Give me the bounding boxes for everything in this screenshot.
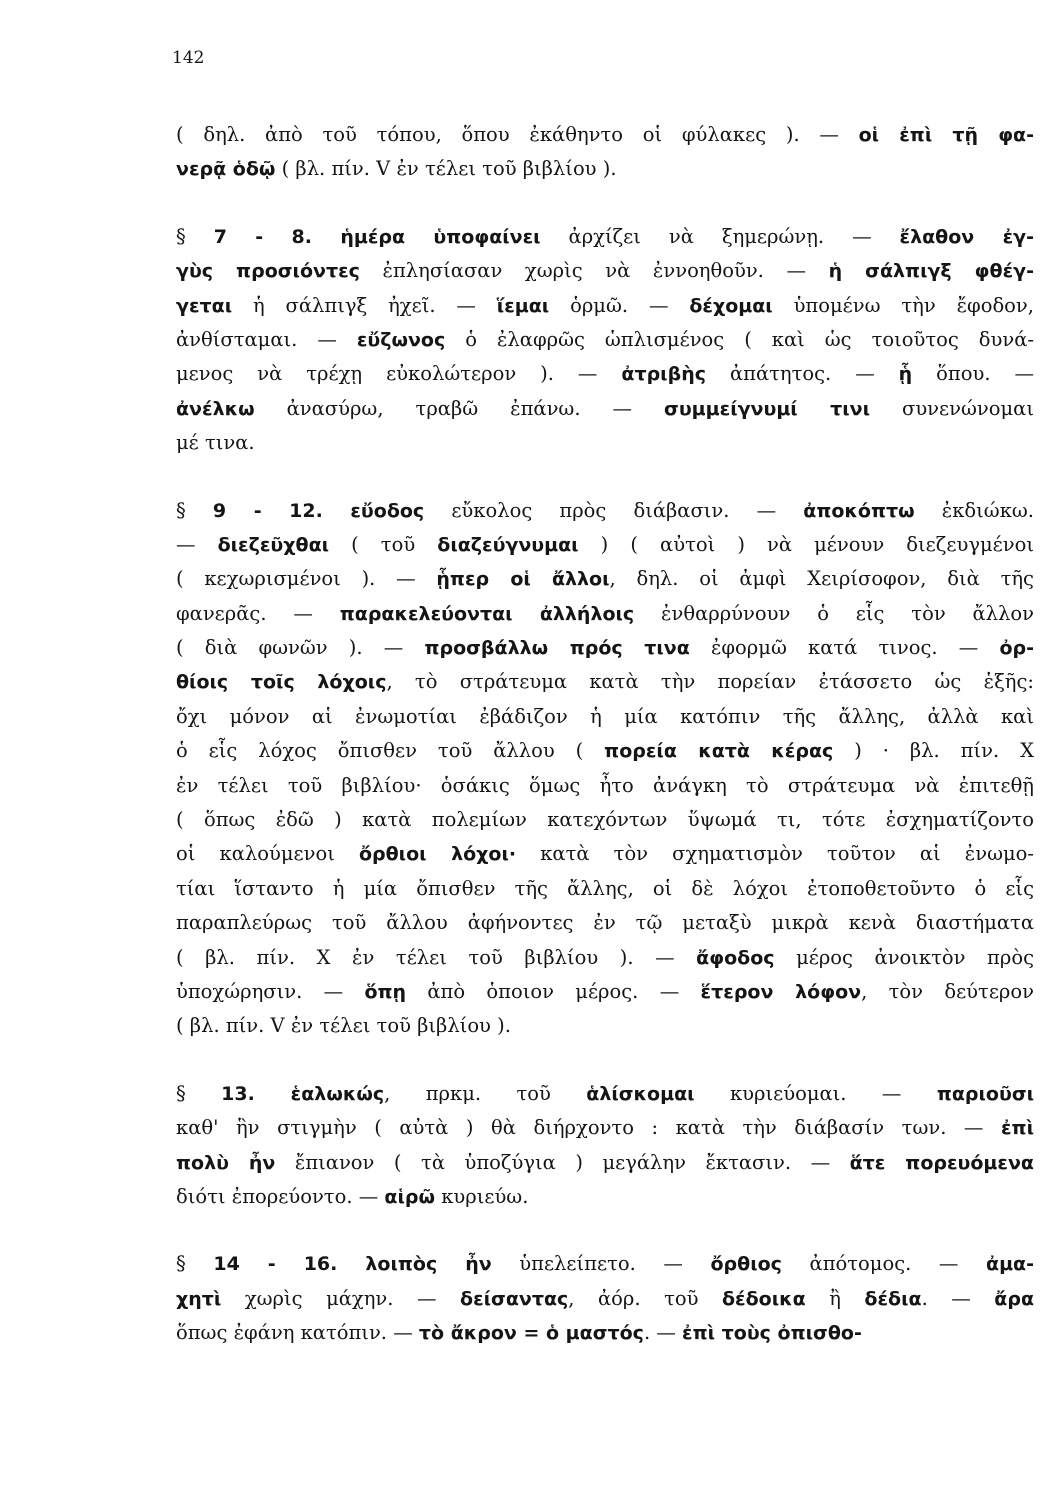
gloss-text: ἢ [805,1286,865,1310]
gloss-text: — [176,532,218,556]
gloss-text: ἐνθαρρύνουν ὁ εἷς τὸν ἄλλον [634,601,1034,625]
lemma-term: νερᾷ ὁδῷ [176,158,276,181]
lemma-term: θίοις τοῖς λόχοις [176,671,387,694]
text-line [176,665,1034,699]
gloss-text: ἐφορμῶ κατά τινος. — [689,636,1000,660]
lemma-term: πορεία κατὰ κέρας [604,740,834,763]
paragraph [176,494,1034,1044]
gloss-text: , τὸν δεύτερον [861,979,1034,1003]
gloss-text: ( τοῦ [329,532,438,556]
gloss-text: φανερᾶς. — [176,601,340,625]
text-line [176,1077,1034,1111]
text-line [176,426,1034,460]
text-line [176,906,1034,940]
gloss-text: ὄχι μόνον αἱ ἐνωμοτίαι ἐβάδιζον ἡ μία κατόπιν τῆς ἄλλης, ἀλλὰ καὶ [176,704,1034,728]
gloss-text: μέρος ἀνοικτὸν πρὸς [774,945,1034,969]
text-line [176,837,1034,871]
gloss-text: ἀπότομος. — [781,1252,987,1276]
lemma-term: 9 - 12. εὔοδος [212,499,425,522]
text-line [176,803,1034,837]
gloss-text: τίαι ἵσταντο ἡ μία ὄπισθεν τῆς ἄλλης, οἱ δὲ λόχοι ἐτοποθετοῦντο ὁ εἷς [176,876,1034,900]
text-line [176,1247,1034,1281]
gloss-text: ) ( αὐτοὶ ) νὰ μένουν διεζευγμένοι [578,532,1034,556]
gloss-text: ὅπως ἐφάνη κατόπιν. — [176,1321,419,1345]
lemma-term: διεζεῦχθαι [217,533,330,556]
paragraph [176,118,1034,187]
gloss-text: καθ' ἣν στιγμὴν ( αὐτὰ ) θὰ διήρχοντο : κατὰ τὴν διάβασίν των. — [176,1116,1001,1140]
text-line [176,872,1034,906]
text-line [176,1009,1034,1043]
lemma-term: τὸ ἄκρον = ὁ μαστός [418,1322,644,1345]
gloss-text: § [176,1081,222,1105]
text-line [176,1180,1034,1214]
gloss-text: παραπλεύρως τοῦ ἄλλου ἀφήνοντες ἐν τῷ μεταξὺ μικρὰ κενὰ διαστήματα [176,911,1034,935]
lemma-term: εὔζωνος [356,328,446,351]
text-line [176,220,1034,254]
gloss-text: , πρκμ. τοῦ [384,1081,587,1105]
text-line [176,323,1034,357]
lemma-term: ὄρθιοι λόχοι· [358,843,517,866]
lemma-term: ἔλαθον ἐγ- [899,225,1034,248]
lemma-term: διαζεύγνυμαι [437,533,579,556]
lemma-term: δείσαντας [460,1287,569,1310]
gloss-text: ( κεχωρισμένοι ). — [176,567,437,591]
lemma-term: δέδοικα [722,1287,806,1310]
gloss-text: ἔπιανον ( τὰ ὑποζύγια ) μεγάλην ἔκτασιν. — [275,1150,850,1174]
text-line [176,941,1034,975]
text-line [176,562,1034,596]
text-line [176,357,1034,391]
gloss-text: οἱ καλούμενοι [176,842,359,866]
text-line [176,1316,1034,1350]
lemma-term: συμμείγνυμί τινι [664,397,871,420]
lemma-term: παριοῦσι [936,1082,1035,1105]
gloss-text: συνενώνομαι [870,396,1034,420]
gloss-text: μέ τινα. [176,431,255,455]
lemma-term: ἅτε πορευόμενα [849,1151,1034,1174]
lemma-term: γεται [176,294,233,317]
lemma-term: ἄρα [994,1287,1035,1310]
lemma-term: ἁλίσκομαι [586,1082,695,1105]
gloss-text: ) · βλ. πίν. Χ [833,739,1034,763]
gloss-text: ἐκδιώκω. [914,498,1034,522]
lemma-term: ᾗπερ οἱ ἄλλοι [436,568,610,591]
lemma-term: προσβάλλω πρός τινα [424,637,690,660]
gloss-text: ( δηλ. ἀπὸ τοῦ τόπου, ὅπου ἐκάθηντο οἱ φύλακες ). — [176,123,859,146]
gloss-text: . — [921,1286,995,1310]
gloss-text: ὑπελείπετο. — [491,1252,711,1276]
gloss-text: § [176,1252,214,1276]
lemma-term: ὄρθιος [710,1253,782,1276]
gloss-text: ( βλ. πίν. V ἐν τέλει τοῦ βιβλίου ). [275,157,617,181]
gloss-text: . — [643,1321,683,1345]
text-line [176,254,1034,288]
lemma-term: δέχομαι [689,294,773,317]
gloss-text: κυριεύομαι. — [694,1081,937,1105]
gloss-text: ἀνθίσταμαι. — [176,327,357,351]
lemma-term: 14 - 16. λοιπὸς ἦν [213,1253,492,1276]
text-line [176,289,1034,323]
lemma-term: ἀμα- [986,1253,1034,1276]
text-line [176,528,1034,562]
lemma-term: χητὶ [176,1287,222,1310]
text-line [176,769,1034,803]
commentary-text [176,118,1034,1384]
gloss-text: ἀρχίζει νὰ ξημερώνῃ. — [540,224,900,248]
gloss-text: εὔκολος πρὸς διάβασιν. — [424,498,804,522]
lemma-term: ἀποκόπτω [803,499,915,522]
gloss-text: , δηλ. οἱ ἀμφὶ Χειρίσοφον, διὰ τῆς [609,567,1034,591]
gloss-text: χωρὶς μάχην. — [221,1286,461,1310]
gloss-text: διότι ἐπορεύοντο. — [176,1184,385,1208]
gloss-text: κατὰ τὸν σχηματισμὸν τοῦτον αἱ ἐνωμο- [516,842,1034,866]
gloss-text: κυριεύω. [435,1184,529,1208]
lemma-term: 13. ἑαλωκώς [221,1082,385,1105]
lemma-term: 7 - 8. ἡμέρα ὑποφαίνει [213,225,541,248]
lemma-term: ᾗ [898,363,913,386]
gloss-text: ( βλ. πίν. V ἐν τέλει τοῦ βιβλίου ). [176,1014,511,1038]
gloss-text: ὑποχώρησιν. — [176,979,365,1003]
text-line [176,152,1034,186]
lemma-term: ἵεμαι [496,294,550,317]
lemma-term: παρακελεύονται ἀλλήλοις [339,602,635,625]
lemma-term: ἕτερον λόφον [700,980,862,1003]
gloss-text: μενος νὰ τρέχῃ εὐκολώτερον ). — [176,362,622,386]
gloss-text: ( βλ. πίν. Χ ἐν τέλει τοῦ βιβλίου ). — [176,945,697,969]
gloss-text: ὁ ἐλαφρῶς ὡπλισμένος ( καὶ ὡς τοιοῦτος δυνά- [445,327,1034,351]
gloss-text: ὁ εἷς λόχος ὄπισθεν τοῦ ἄλλου ( [176,739,605,763]
gloss-text: § [176,498,213,522]
gloss-text: , ἀόρ. τοῦ [568,1286,722,1310]
text-line [176,1111,1034,1145]
text-line [176,1146,1034,1180]
gloss-text: ἐπλησίασαν χωρὶς νὰ ἐννοηθοῦν. — [359,259,829,283]
gloss-text: ὅπου. — [912,362,1034,386]
lemma-term: ἐπὶ [1000,1117,1034,1140]
text-line [176,1282,1034,1316]
gloss-text: ( διὰ φωνῶν ). — [176,636,425,660]
lemma-term: οἱ ἐπὶ τῇ φα- [858,124,1034,146]
gloss-text: ἀπὸ ὁποιον μέρος. — [406,979,701,1003]
lemma-term: ἀτριβὴς [621,363,706,386]
text-line [176,631,1034,665]
lemma-term: γὺς προσιόντες [176,260,360,283]
gloss-text: ἀνασύρω, τραβῶ ἐπάνω. — [254,396,665,420]
text-line [176,734,1034,768]
lemma-term: ὀρ- [999,637,1034,660]
text-line [176,975,1034,1009]
gloss-text: , τὸ στράτευμα κατὰ τὴν πορείαν ἐτάσσετο ὡς ἑξῆς: [386,670,1034,694]
lemma-term: ἡ σάλπιγξ φθέγ- [828,260,1034,283]
lemma-term: δέδια [864,1287,922,1310]
lemma-term: ἐπὶ τοὺς ὀπισθο- [682,1322,862,1345]
gloss-text: ὁρμῶ. — [549,293,690,317]
lemma-term: πολὺ ἦν [176,1151,276,1174]
lemma-term: ἀνέλκω [176,397,255,420]
paragraph [176,220,1034,461]
text-line [176,494,1034,528]
gloss-text: ὑπομένω τὴν ἔφοδον, [772,293,1034,317]
lemma-term: ὅπῃ [364,980,407,1003]
text-line [176,392,1034,426]
page-number: 142 [172,48,205,68]
gloss-text: ἐν τέλει τοῦ βιβλίου· ὁσάκις ὅμως ἦτο ἀνάγκη τὸ στράτευμα νὰ ἐπιτεθῇ [176,773,1034,797]
text-line [176,597,1034,631]
text-line [176,118,1034,152]
paragraph [176,1247,1034,1350]
paragraph [176,1077,1034,1215]
gloss-text: ἀπάτητος. — [705,362,899,386]
lemma-term: αἱρῶ [384,1185,435,1208]
lemma-term: ἄφοδος [696,946,775,969]
gloss-text: ( ὅπως ἐδῶ ) κατὰ πολεμίων κατεχόντων ὕψωμά τι, τότε ἐσχηματίζοντο [176,808,1034,832]
gloss-text: ἡ σάλπιγξ ἠχεῖ. — [232,293,497,317]
gloss-text: § [176,224,214,248]
text-line [176,700,1034,734]
